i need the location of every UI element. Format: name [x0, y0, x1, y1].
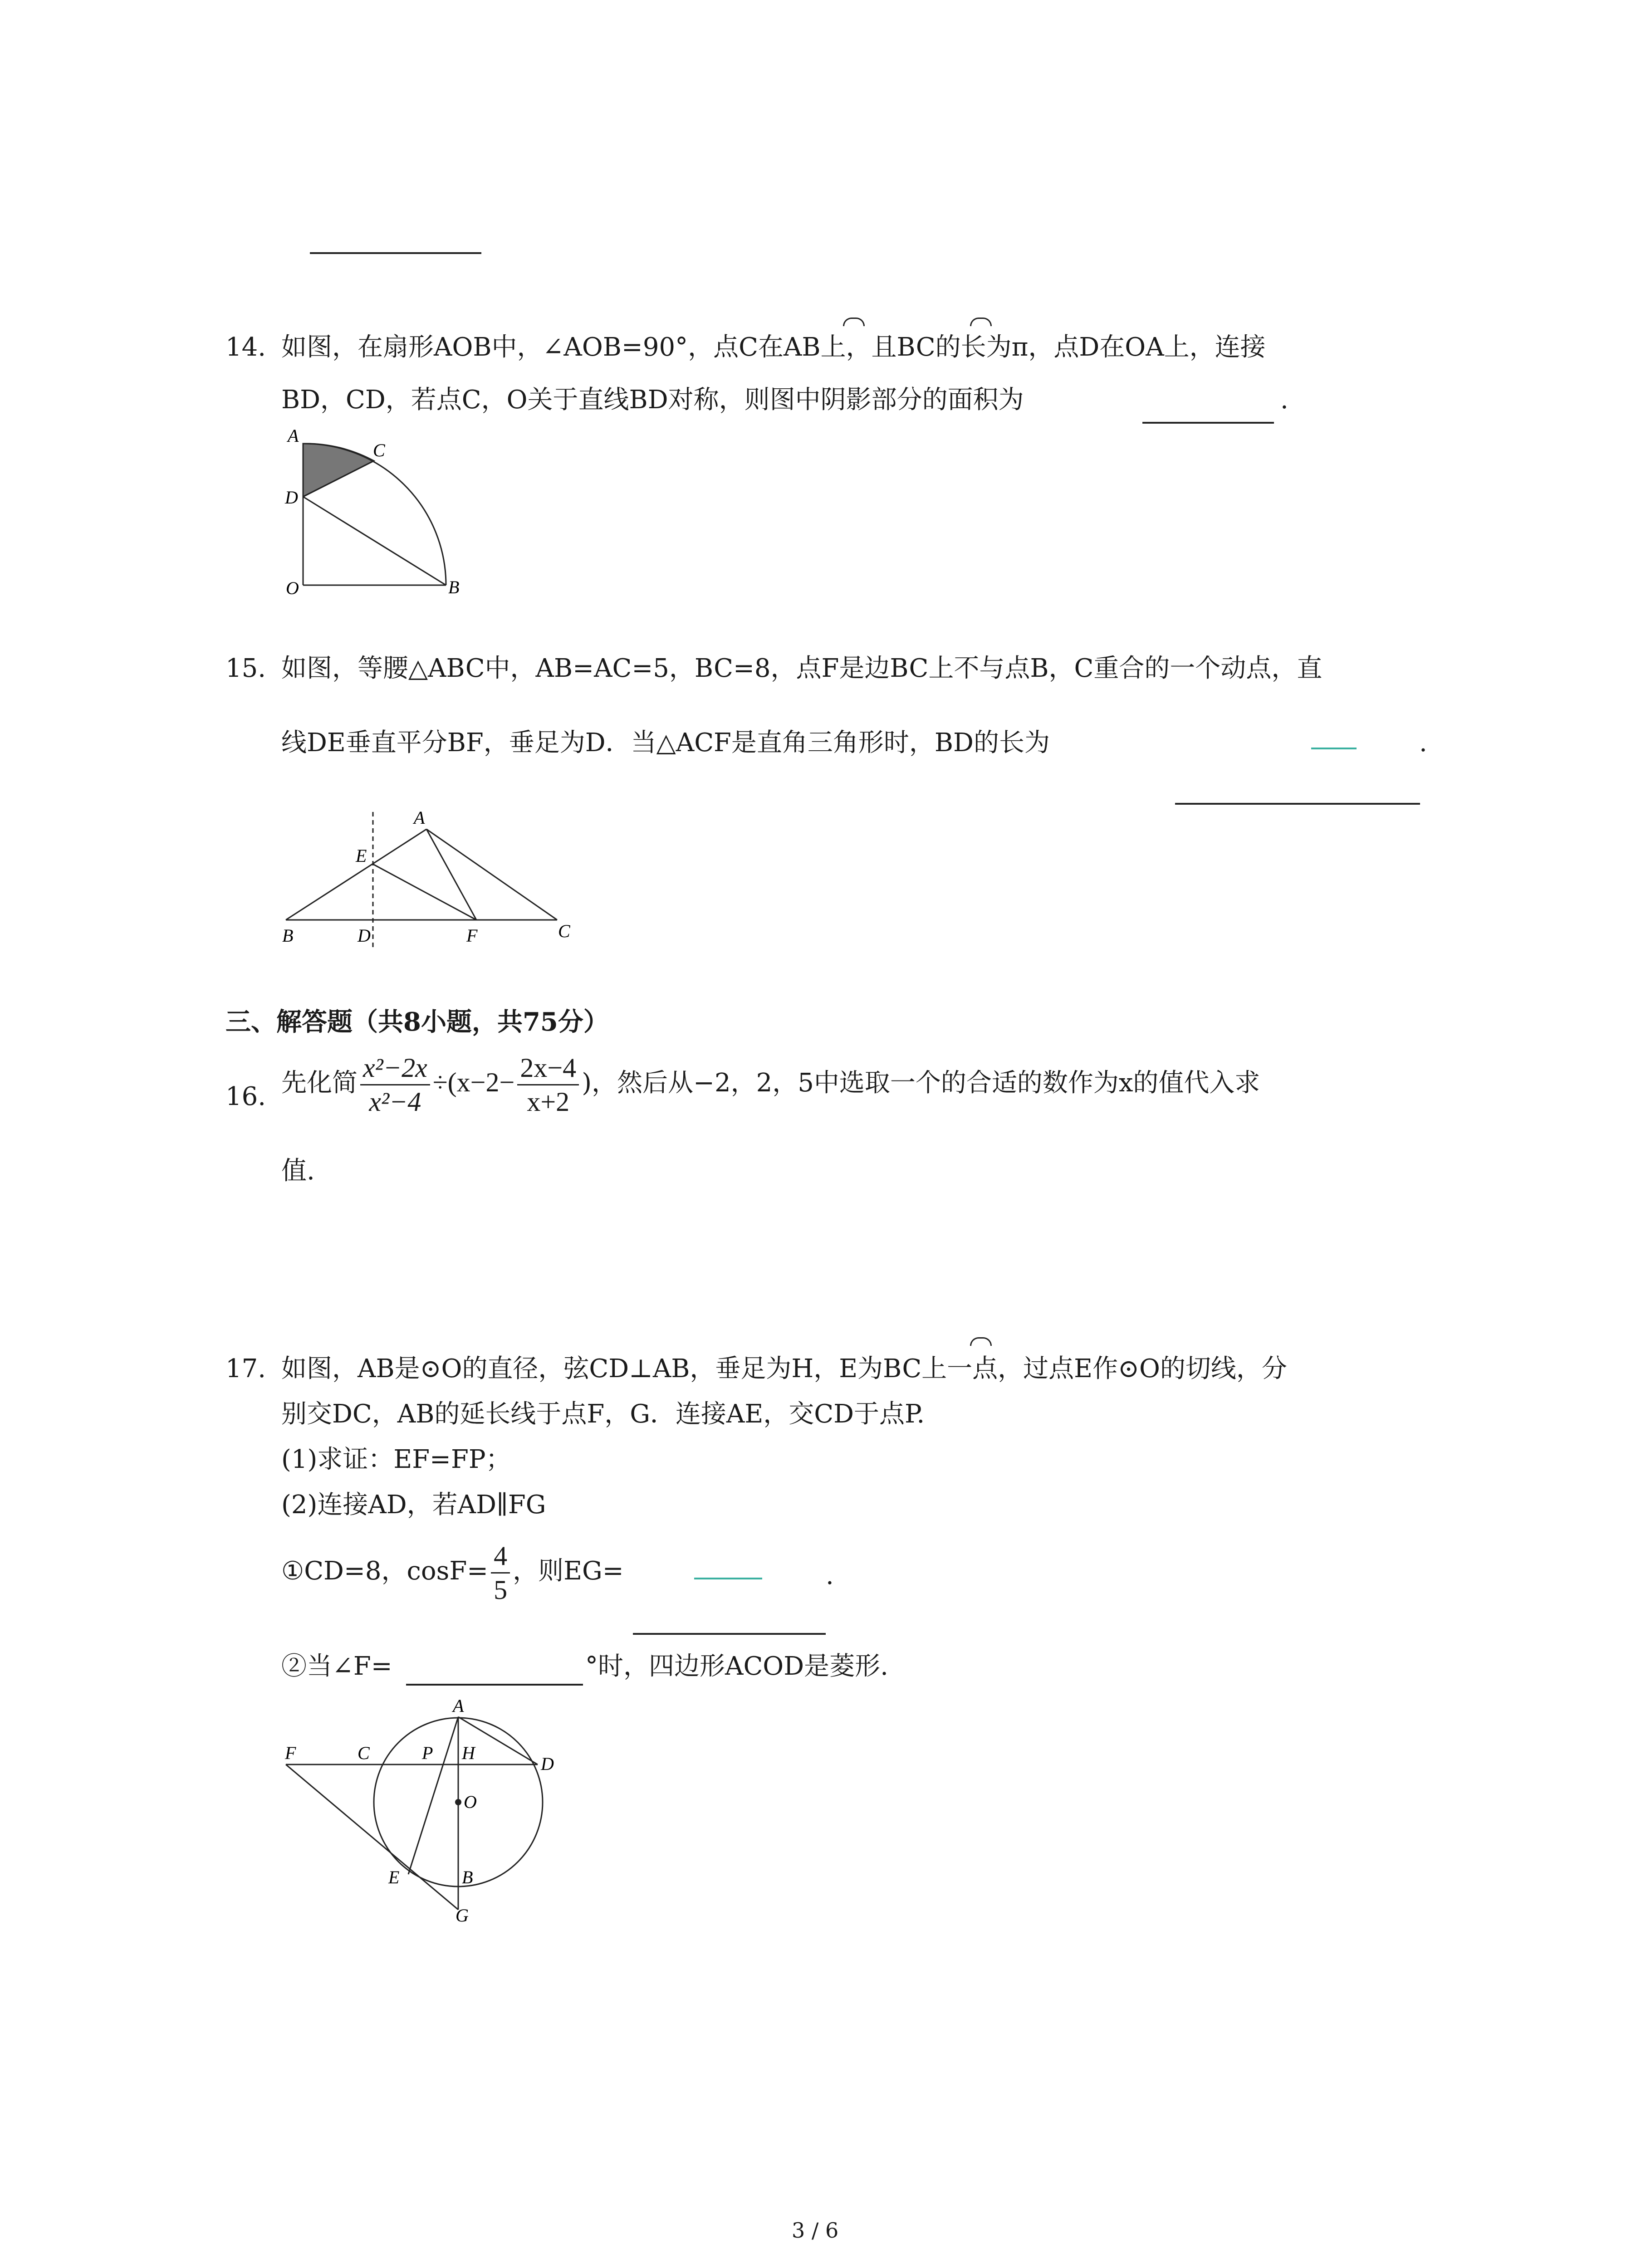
fig17-circle-diagram [272, 1696, 599, 1928]
label-e: E [388, 1867, 400, 1887]
label-p: P [422, 1743, 433, 1763]
q16-line2: 值. [281, 1156, 315, 1186]
q16-mid: ÷(x−2− [432, 1067, 515, 1097]
page-number: 3 / 6 [792, 2218, 839, 2243]
section3-title: 三、解答题（共8小题，共75分） [225, 1007, 609, 1037]
arc-ab-mark [843, 318, 865, 326]
q15-teal-mark [1311, 748, 1357, 749]
q17-part1: (1)求证：EF=FP； [281, 1445, 511, 1474]
label-a: A [414, 807, 425, 828]
arc-bc-mark [970, 318, 992, 326]
q15-answer-blank[interactable] [1175, 803, 1420, 805]
q17-frac-num: 4 [491, 1540, 510, 1574]
label-b: B [282, 925, 294, 946]
q17-eg-answer-blank[interactable] [633, 1633, 826, 1635]
center-dot [455, 1799, 461, 1805]
q17-sub1-prefix: ①CD=8，cosF= [281, 1556, 489, 1586]
q17-sub1 [281, 1540, 624, 1606]
label-e: E [356, 846, 367, 866]
q15-line1: 如图，等腰△ABC中，AB=AC=5，BC=8，点F是边BC上不与点B，C重合的一个动点，直 [281, 654, 1323, 683]
label-d: D [285, 487, 298, 508]
q15-line2: 线DE垂直平分BF，垂足为D．当△ACF是直角三角形时，BD的长为 [281, 728, 1050, 758]
label-d: D [541, 1754, 554, 1774]
q15-number: 15. [225, 654, 266, 683]
label-b: B [462, 1867, 473, 1887]
fig15-triangle-diagram [272, 803, 590, 953]
q17-sub1-suffix: ，则EG= [513, 1556, 624, 1586]
label-c: C [558, 921, 570, 941]
segment-ba [286, 829, 426, 920]
q16-prefix: 先化简 [281, 1068, 358, 1098]
shaded-region [303, 444, 374, 497]
q14-answer-blank[interactable] [1142, 422, 1274, 424]
segment-ac [426, 829, 557, 920]
label-c: C [373, 440, 385, 460]
q14-end: . [1280, 385, 1288, 415]
q17-cos-fraction [491, 1540, 510, 1606]
answer-blank-top [310, 252, 481, 254]
label-h: H [462, 1743, 475, 1763]
label-f: F [466, 925, 478, 946]
q15-end: . [1419, 728, 1427, 758]
q14-number: 14. [225, 332, 266, 362]
q17-sub2-prefix: ②当∠F= [281, 1652, 392, 1681]
label-o: O [286, 578, 299, 598]
segment-ae [408, 1717, 458, 1874]
fig14-sector-diagram [272, 426, 472, 599]
q16-frac2-den: x+2 [527, 1087, 570, 1117]
q16-suffix: )，然后从−2，2，5中选取一个的合适的数作为x的值代入求 [582, 1068, 1260, 1098]
q16-fraction1 [360, 1051, 430, 1118]
q17-teal-mark [694, 1578, 762, 1579]
label-f: F [285, 1743, 296, 1763]
q14-line1: 如图，在扇形AOB中，∠AOB=90°，点C在AB上，且BC的长为π，点D在OA上，连接 [281, 332, 1266, 362]
q17-frac-den: 5 [494, 1575, 508, 1605]
tangent-fg [286, 1765, 458, 1910]
q17-sub1-end: . [826, 1561, 834, 1590]
q17-angle-answer-blank[interactable] [406, 1684, 583, 1686]
label-b: B [448, 577, 460, 597]
q16-frac2-num: 2x−4 [517, 1051, 579, 1085]
label-c: C [358, 1743, 370, 1763]
q17-part2: (2)连接AD，若AD∥FG [281, 1490, 546, 1520]
label-d: D [358, 925, 371, 946]
q17-number: 17. [225, 1354, 266, 1383]
q16-number: 16. [225, 1082, 266, 1111]
q16-frac1-num: x²−2x [360, 1051, 430, 1085]
arc-bc-mark-q17 [970, 1337, 992, 1346]
label-g: G [456, 1905, 469, 1926]
label-o: O [464, 1792, 477, 1812]
q17-sub2-suffix: °时，四边形ACOD是菱形. [585, 1652, 888, 1681]
q16-frac1-den: x²−4 [369, 1087, 421, 1117]
q16-fraction2 [517, 1051, 579, 1118]
label-a: A [288, 426, 299, 446]
label-a: A [453, 1696, 464, 1716]
q17-line1: 如图，AB是⊙O的直径，弦CD⊥AB，垂足为H，E为BC上一点，过点E作⊙O的切线，分 [281, 1354, 1287, 1383]
q17-line2: 别交DC，AB的延长线于点F，G．连接AE，交CD于点P. [281, 1399, 925, 1429]
q16-expression [281, 1051, 1260, 1118]
q14-line2: BD，CD，若点C，O关于直线BD对称，则图中阴影部分的面积为 [281, 385, 1024, 415]
